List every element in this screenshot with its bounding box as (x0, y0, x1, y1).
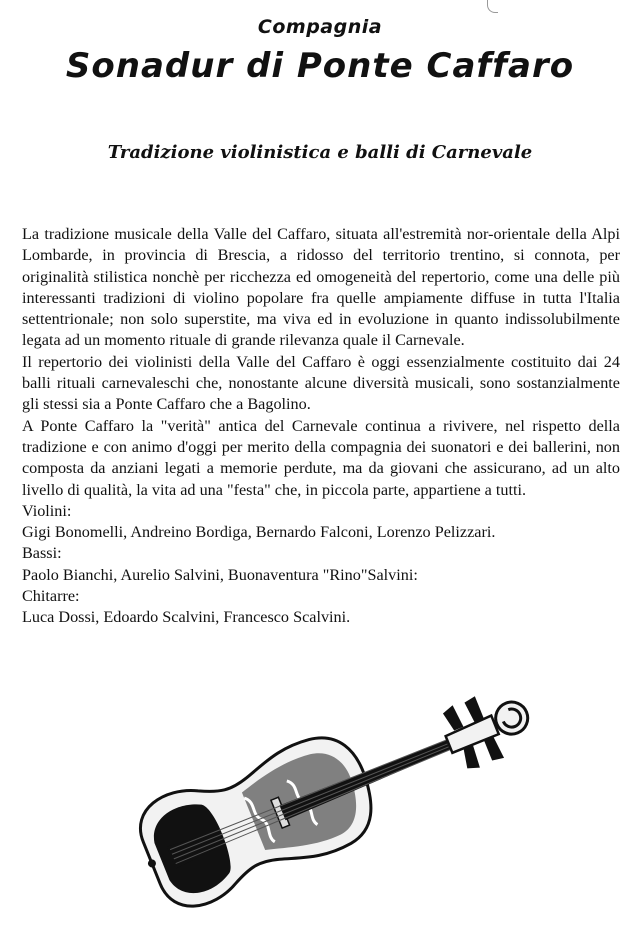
paragraph-1: La tradizione musicale della Valle del Caffaro, situata all'estremità nor-orientale della Alpi Lombarde, in provincia di Brescia, a ridosso del territorio trentino, si connota, per originalità stilistica nonchè per ricchezza ed omogeneità del repertorio, come una delle più interessanti tradizioni di violino popolare fra quelle ampiamente diffuse in tutta l'Italia settentrionale; non solo superstite, ma viva ed in evoluzione in quanto indissolubilmente legata ad un momento rituale di grande rilevanza quale il Carnevale. (22, 225, 620, 350)
page-title: Sonadur di Ponte Caffaro (65, 46, 575, 86)
basses-list: Paolo Bianchi, Aurelio Salvini, Buonaventura "Rino"Salvini: (22, 565, 418, 584)
page-subtitle: Tradizione violinistica e balli di Carnevale (107, 142, 533, 163)
basses-label: Bassi: (22, 544, 62, 563)
paragraph-3: A Ponte Caffaro la "verità" antica del Carnevale continua a rivivere, nel rispetto della tradizione e con animo d'oggi per merito della compagnia dei suonatori e dei ballerini, non composta da anziani legati a memorie perdute, ma da giovani che assicurano, ad un alto livello di qualità, la vita ad una "festa" che, in piccola parte, appartiene a tutti. (22, 416, 620, 499)
violin-icon (100, 670, 580, 920)
violins-list: Gigi Bonomelli, Andreino Bordiga, Bernardo Falconi, Lorenzo Pelizzari. (22, 523, 496, 542)
company-kicker: Compagnia (257, 16, 383, 38)
body-text (22, 224, 620, 629)
guitars-label: Chitarre: (22, 587, 80, 606)
scan-mark (487, 0, 498, 13)
guitars-list: Luca Dossi, Edoardo Scalvini, Francesco Scalvini. (22, 608, 351, 627)
violins-label: Violini: (22, 501, 72, 520)
paragraph-2: Il repertorio dei violinisti della Valle del Caffaro è oggi essenzialmente costituito dai 24 balli rituali carnevaleschi che, nonostante alcune diversità musicali, sono sostanzialmente gli stessi sia a Ponte Caffaro che a Bagolino. (22, 352, 620, 414)
